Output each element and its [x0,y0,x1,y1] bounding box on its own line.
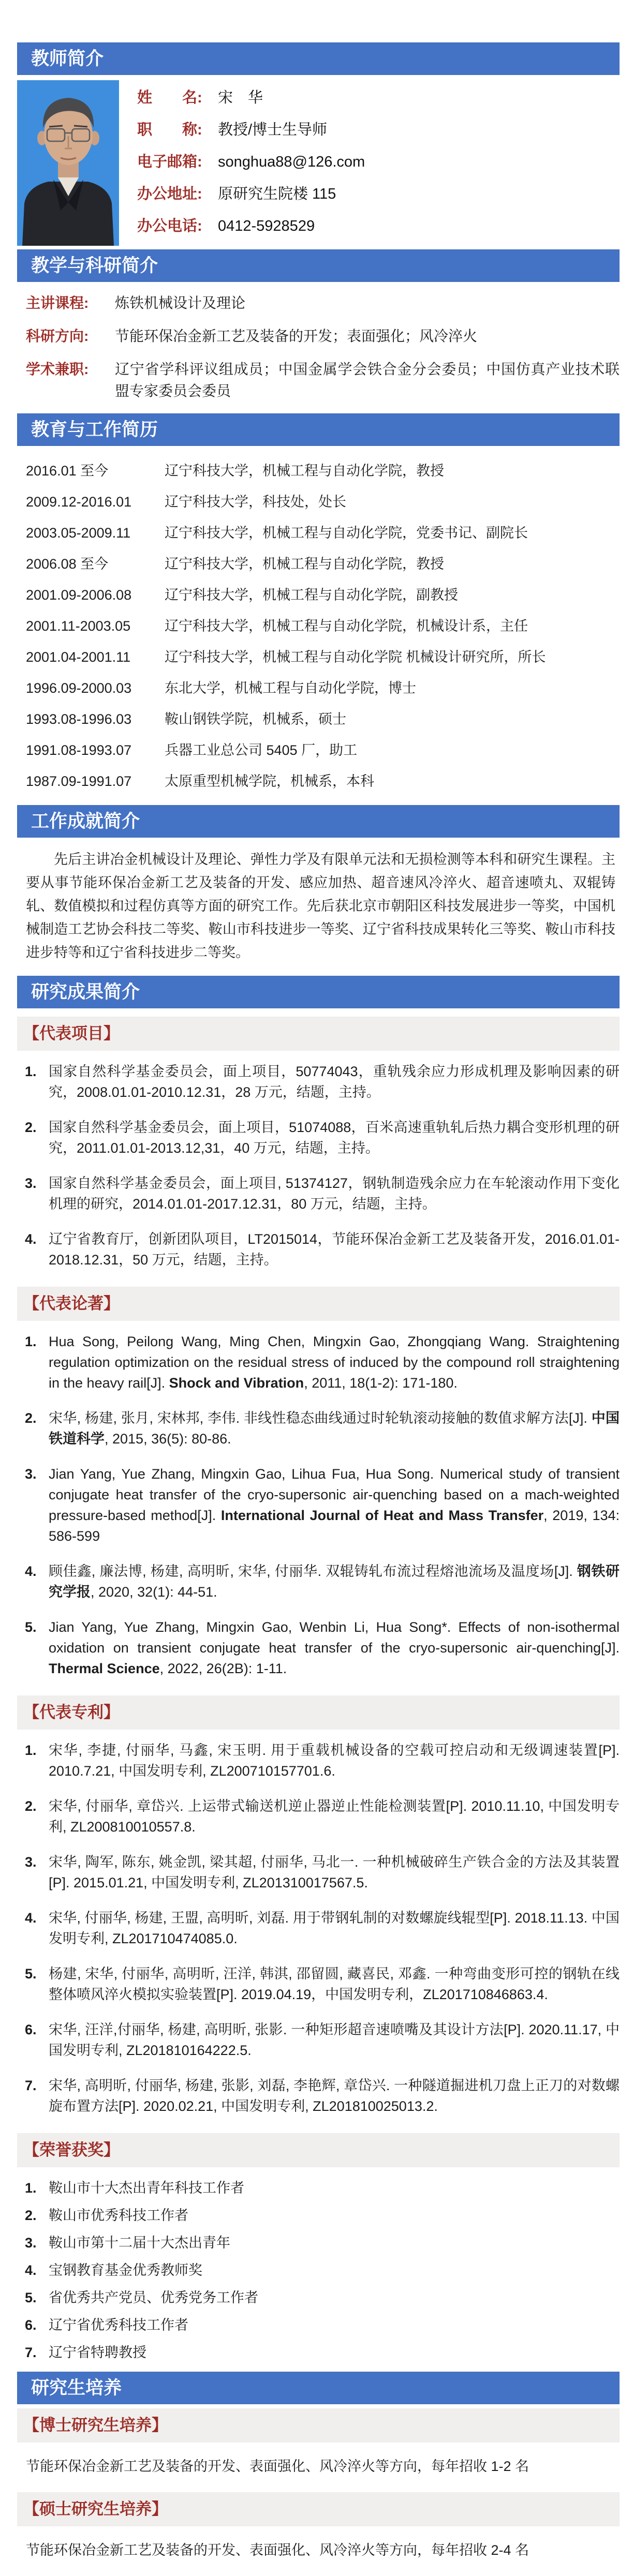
section-title: 工作成就简介 [31,811,140,831]
education-period: 1991.08-1993.07 [26,742,132,758]
teaching-row [26,359,620,402]
education-row [26,709,620,729]
publication-post: , 2022, 26(2B): 1-11. [159,1661,287,1676]
education-detail: 辽宁科技大学，机械工程与自动化学院，教授 [165,463,444,479]
honor-item [25,2260,620,2281]
education-row [26,585,620,605]
education-row [26,616,620,636]
item-number: 3. [25,1854,37,1870]
teaching-row-value: 节能环保冶金新工艺及装备的开发；表面强化；风冷淬火 [115,328,478,344]
item-number: 4. [25,1910,37,1926]
education-detail: 辽宁科技大学，机械工程与自动化学院，教授 [165,556,444,572]
honor-text: 辽宁省优秀科技工作者 [49,2317,188,2333]
patent-text: 宋华, 付丽华, 章岱兴. 上运带式输送机逆止器逆止性能检测装置[P]. 2010.11.10, 中国发明专利, ZL200810010557.8. [49,1798,620,1835]
education-row [26,492,620,512]
honor-item [25,2342,620,2363]
item-number: 6. [25,2317,37,2333]
field-value: songhua88@126.com [218,154,365,170]
publication-item [25,1561,620,1602]
profile-field-row [137,217,365,235]
page-content [17,42,620,2560]
patent-item [25,2075,620,2117]
education-row [26,678,620,698]
honor-text: 省优秀共产党员、优秀党务工作者 [49,2290,258,2305]
item-number: 4. [25,1231,37,1247]
field-value: 宋 华 [218,90,263,106]
field-label: 电子邮箱: [137,154,202,170]
honor-item [25,2232,620,2253]
education-detail: 东北大学，机械工程与自动化学院，博士 [165,680,416,696]
doctoral-training-text: 节能环保冶金新工艺及装备的开发、表面强化、风冷淬火等方向，每年招收 1-2 名 [26,2459,529,2474]
item-number: 1. [25,1064,37,1079]
publication-item [25,1464,620,1546]
publication-text [49,1464,620,1546]
field-label: 办公电话: [137,218,202,234]
item-number: 1. [25,1743,37,1758]
publication-journal: International Journal of Heat and Mass Transfer [220,1508,544,1523]
teaching-row-label: 科研方向: [26,328,89,344]
section-title: 研究成果简介 [31,982,140,1002]
education-detail: 辽宁科技大学，机械工程与自动化学院，机械设计系，主任 [165,618,528,634]
section-banner-research-results [17,976,620,1008]
field-label: 姓 名: [137,90,202,106]
education-row [26,647,620,667]
education-row [26,740,620,761]
section-title: 教育与工作简历 [31,420,158,440]
honor-text: 鞍山市优秀科技工作者 [49,2208,188,2223]
patent-item [25,1908,620,1949]
teaching-row [26,292,620,314]
section-banner-teaching-research [17,249,620,282]
education-detail: 鞍山钢铁学院，机械系，硕士 [165,711,346,727]
honor-text: 鞍山市第十二届十大杰出青年 [49,2235,230,2251]
profile-block [17,80,620,246]
publication-post: , 2020, 32(1): 44-51. [91,1584,217,1600]
education-period: 2001.11-2003.05 [26,618,131,634]
education-period: 2016.01 至今 [26,463,109,479]
education-row [26,460,620,481]
subsection-honors-heading: 【荣誉获奖】 [17,2133,620,2167]
publications-list [17,1321,620,1695]
field-label: 职 称: [137,122,202,138]
honor-item [25,2315,620,2335]
publication-pre: 宋华, 杨建, 张月, 宋林邦, 李伟. 非线性稳态曲线通过时轮轨滚动接触的数值求解方法[J]. [49,1410,592,1426]
patent-text: 宋华, 李捷, 付丽华, 马鑫, 宋玉明. 用于重载机械设备的空载可控启动和无级调速装置[P]. 2010.7.21, 中国发明专利, ZL200710157701.6. [49,1743,620,1779]
section-banner-achievements [17,805,620,838]
publication-pre: Hua Song, Peilong Wang, Ming Chen, Mingxin Gao, Zhongqiang Wang. Straightening regulation optimization on the residual stress of induced by the compound roll straightening in the heavy rail[J]. [49,1334,620,1391]
patent-text: 宋华, 高明昕, 付丽华, 杨建, 张影, 刘磊, 李艳辉, 章岱兴. 一种隧道掘进机刀盘上正刀的对数螺旋布置方法[P]. 2020.02.21, 中国发明专利, ZL201810025013.2. [49,2078,620,2114]
section-banner-teacher-intro [17,42,620,75]
publication-pre: 顾佳鑫, 廉法博, 杨建, 高明昕, 宋华, 付丽华. 双辊铸轧布流过程熔池流场及温度场[J]. [49,1564,577,1579]
education-detail: 辽宁科技大学，机械工程与自动化学院，党委书记、副院长 [165,525,528,541]
patent-item [25,1852,620,1893]
publication-item [25,1408,620,1449]
patent-item [25,1740,620,1781]
teaching-row [26,325,620,347]
profile-field-row [137,121,365,139]
publication-text [49,1408,620,1449]
profile-photo [17,80,119,246]
patent-text: 宋华, 汪洋,付丽华, 杨建, 高明昕, 张影. 一种矩形超音速喷嘴及其设计方法[P]. 2020.11.17, 中国发明专利, ZL201810164222.5. [49,2022,620,2058]
project-item [25,1229,620,1270]
publication-journal: Shock and Vibration [169,1375,304,1391]
section-banner-education-history [17,413,620,446]
field-value: 0412-5928529 [218,218,315,234]
honor-item [25,2178,620,2198]
item-number: 5. [25,2290,37,2305]
project-text: 国家自然科学基金委员会，面上项目, 51374127，钢轨制造残余应力在车轮滚动作用下变化机理的研究，2014.01.01-2017.12.31，80 万元，结题，主持。 [49,1175,620,1212]
project-item [25,1173,620,1214]
publication-text [49,1331,620,1393]
education-detail: 辽宁科技大学，科技处，处长 [165,494,346,510]
education-detail: 太原重型机械学院，机械系，本科 [165,773,374,789]
master-training-text: 节能环保冶金新工艺及装备的开发、表面强化、风冷淬火等方向，每年招收 2-4 名 [26,2542,529,2558]
section-banner-graduate-training [17,2372,620,2404]
project-item [25,1117,620,1158]
honor-text: 鞍山市十大杰出青年科技工作者 [49,2180,244,2196]
subsection-master-heading: 【硕士研究生培养】 [17,2492,620,2526]
teaching-row-label: 主讲课程: [26,295,89,311]
education-row [26,771,620,792]
honor-text: 辽宁省特聘教授 [49,2345,146,2360]
item-number: 7. [25,2345,37,2360]
education-period: 1987.09-1991.07 [26,773,132,789]
teaching-rows [17,282,620,402]
profile-fields [137,80,365,246]
item-number: 3. [25,1466,37,1482]
publication-text [49,1617,620,1679]
teaching-row-label: 学术兼职: [26,361,89,377]
publication-journal: 钢铁研究学报 [49,1564,620,1600]
publication-item [25,1617,620,1679]
item-number: 1. [25,1334,37,1349]
project-text: 国家自然科学基金委员会，面上项目，51074088，百米高速重轨轧后热力耦合变形机理的研究，2011.01.01-2013.12,31，40 万元，结题，主持。 [49,1120,620,1156]
item-number: 7. [25,2078,37,2093]
publication-pre: Jian Yang, Yue Zhang, Mingxin Gao, Lihua Fua, Hua Song. Numerical study of transient conjugate heat transfer of the cryo-supersonic air-quenching based on a mach-weighted pressure-based method[J]. [49,1466,620,1523]
project-text: 国家自然科学基金委员会，面上项目，50774043，重轨残余应力形成机理及影响因素的研究，2008.01.01-2010.12.31，28 万元，结题，主持。 [49,1064,620,1100]
item-number: 2. [25,1410,37,1426]
item-number: 5. [25,1619,37,1635]
honors-list [17,2167,620,2372]
subsection-patents-heading: 【代表专利】 [17,1695,620,1730]
patent-text: 宋华, 付丽华, 杨建, 王盟, 高明昕, 刘磊. 用于带钢轧制的对数螺旋线辊型[P]. 2018.11.13. 中国发明专利, ZL201710474085.0. [49,1910,620,1946]
education-detail: 辽宁科技大学，机械工程与自动化学院，副教授 [165,587,458,603]
achievements-paragraph: 先后主讲冶金机械设计及理论、弹性力学及有限单元法和无损检测等本科和研究生课程。主要从事节能环保冶金新工艺及装备的开发、感应加热、超音速风冷淬火、超音速喷丸、双辊铸轧、数值模拟和过程仿真等方面的研究工作。先后获北京市朝阳区科技发展进步一等奖，中国机械制造工艺协会科技二等奖、鞍山市科技进步一等奖、辽宁省科技成果转化三等奖、鞍山市科技进步特等和辽宁省科技进步二等奖。 [26,852,615,960]
honor-text: 宝钢教育基金优秀教师奖 [49,2262,202,2278]
honor-item [25,2287,620,2308]
education-detail: 辽宁科技大学，机械工程与自动化学院 机械设计研究所，所长 [165,649,546,665]
section-title: 研究生培养 [31,2378,122,2398]
publication-journal: 中国铁道科学 [49,1410,620,1447]
publication-post: , 2011, 18(1-2): 171-180. [304,1375,458,1391]
item-number: 4. [25,1564,37,1579]
field-value: 原研究生院楼 115 [218,186,336,202]
patent-item [25,1796,620,1837]
publication-pre: Jian Yang, Yue Zhang, Mingxin Gao, Wenbin Li, Hua Song*. Effects of non-isothermal oxidation on transient conjugate heat transfer of the cryo-supersonic air-quenching[J]. [49,1619,620,1656]
publication-item [25,1331,620,1393]
education-period: 1996.09-2000.03 [26,680,132,696]
publication-post: , 2019, 134: 586-599 [49,1508,620,1544]
item-number: 3. [25,1175,37,1191]
education-period: 2009.12-2016.01 [26,494,132,510]
item-number: 5. [25,1966,37,1982]
section-title: 教师简介 [31,49,104,69]
patent-text: 宋华, 陶军, 陈东, 姚金凯, 梁其超, 付丽华, 马北一. 一种机械破碎生产铁合金的方法及其装置[P]. 2015.01.21, 中国发明专利, ZL201310017567.5. [49,1854,620,1890]
item-number: 3. [25,2235,37,2251]
profile-field-row [137,153,365,171]
publication-post: , 2015, 36(5): 80-86. [105,1431,231,1447]
education-row [26,523,620,543]
honor-item [25,2205,620,2226]
education-rows [17,446,620,805]
patent-item [25,2019,620,2061]
education-period: 1993.08-1996.03 [26,711,132,727]
field-value: 教授/博士生导师 [218,122,328,138]
profile-field-row [137,185,365,203]
education-period: 2006.08 至今 [26,556,109,572]
field-label: 办公地址: [137,186,202,202]
publication-journal: Thermal Science [49,1661,160,1676]
patents-list [17,1730,620,2133]
teaching-row-value: 炼铁机械设计及理论 [115,295,246,311]
item-number: 6. [25,2022,37,2037]
projects-list [17,1051,620,1287]
profile-field-row [137,88,365,107]
subsection-publications-heading: 【代表论著】 [17,1287,620,1321]
teaching-row-value: 辽宁省学科评议组成员；中国金属学会铁合金分会委员；中国仿真产业技术联盟专家委员会委员 [115,361,620,399]
subsection-doctoral-heading: 【博士研究生培养】 [17,2408,620,2443]
patent-item [25,1963,620,2005]
patent-text: 杨建, 宋华, 付丽华, 高明昕, 汪洋, 韩淇, 邵留圆, 藏喜民, 邓鑫. 一种弯曲变形可控的钢轨在线整体喷风淬火模拟实验装置[P]. 2019.04.19，中国发明专利，ZL201710846863.4. [49,1966,620,2002]
item-number: 2. [25,1798,37,1814]
education-row [26,554,620,574]
education-period: 2001.04-2001.11 [26,649,131,665]
education-detail: 兵器工业总公司 5405 厂，助工 [165,742,358,758]
education-period: 2003.05-2009.11 [26,525,131,541]
item-number: 1. [25,2180,37,2196]
section-title: 教学与科研简介 [31,256,158,276]
item-number: 2. [25,1120,37,1135]
item-number: 4. [25,2262,37,2278]
project-item [25,1061,620,1103]
publication-text [49,1561,620,1602]
education-period: 2001.09-2006.08 [26,587,132,603]
subsection-projects-heading: 【代表项目】 [17,1017,620,1051]
project-text: 辽宁省教育厅，创新团队项目，LT2015014，节能环保冶金新工艺及装备开发，2016.01.01-2018.12.31，50 万元，结题，主持。 [49,1231,620,1268]
item-number: 2. [25,2208,37,2223]
